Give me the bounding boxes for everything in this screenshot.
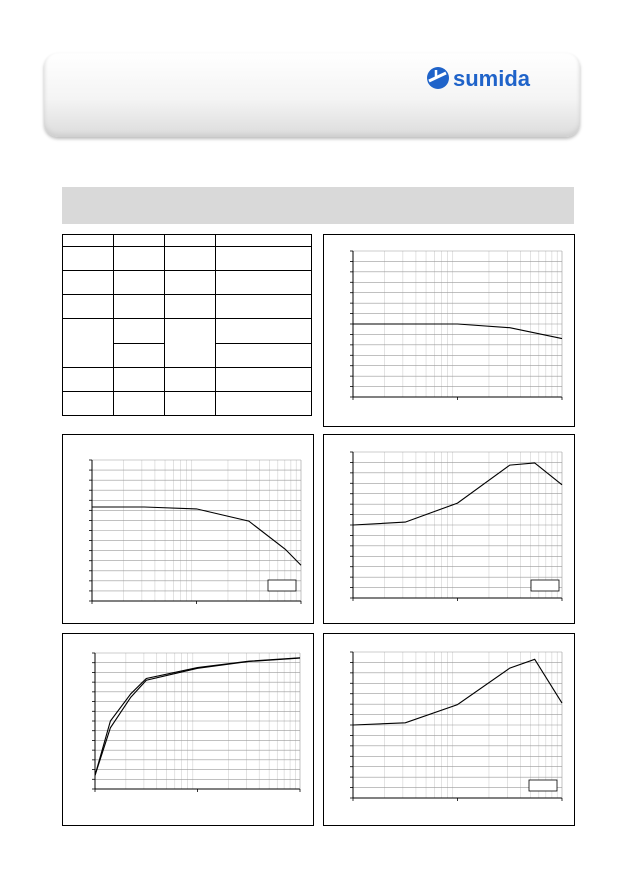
chart-5	[324, 634, 574, 825]
legend-box	[531, 580, 559, 591]
sumida-logo-icon	[427, 67, 449, 89]
legend-box	[268, 580, 296, 591]
table-row	[63, 271, 312, 295]
legend-box	[529, 780, 557, 791]
spec-table	[62, 234, 312, 416]
chart-panel-1	[323, 234, 575, 427]
table-row	[63, 247, 312, 271]
sumida-logo	[425, 64, 549, 92]
table-row	[63, 368, 312, 392]
table-row	[63, 319, 312, 344]
chart-4	[63, 634, 313, 825]
title-bar	[62, 187, 574, 224]
brand-name: sumida	[453, 66, 531, 91]
chart-panel-3	[323, 434, 575, 624]
chart-panel-4	[62, 633, 314, 826]
table-header-row	[63, 235, 312, 247]
chart-panel-5	[323, 633, 575, 826]
table-row	[63, 295, 312, 319]
chart-panel-2	[62, 434, 314, 624]
chart-1	[324, 235, 574, 426]
chart-2	[63, 435, 313, 623]
chart-3	[324, 435, 574, 623]
table-row	[63, 392, 312, 416]
